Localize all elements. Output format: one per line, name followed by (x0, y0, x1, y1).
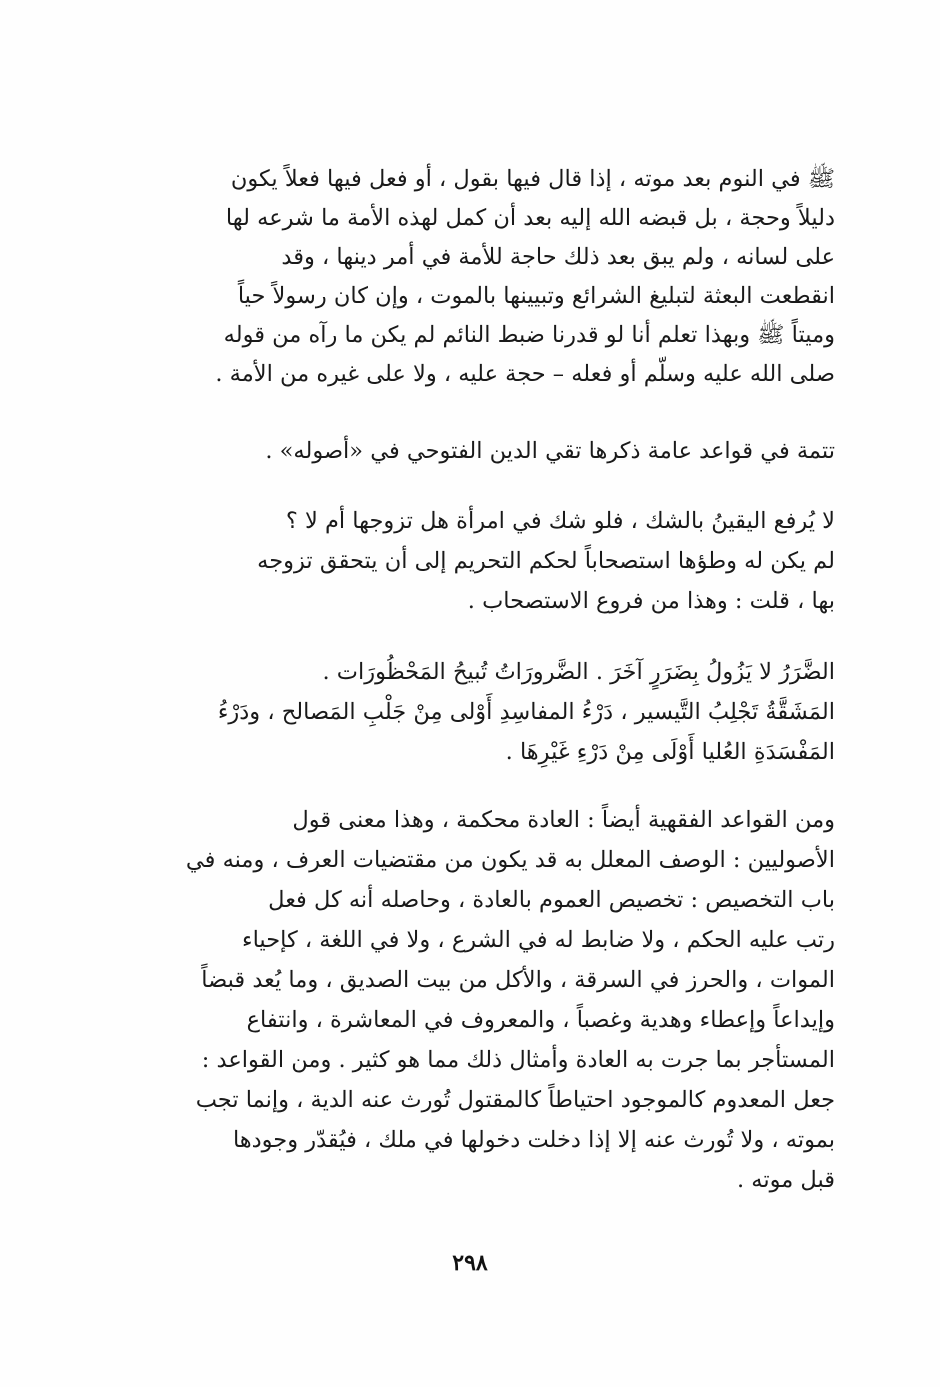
text-line: وإيداعاً وإعطاء وهدية وغصباً ، والمعروف في المعاشرة ، وانتفاع (246, 1007, 835, 1033)
page-number: ٢٩٨ (452, 1250, 488, 1276)
text-line: المستأجر بما جرت به العادة وأمثال ذلك مما هو كثير . ومن القواعد : (201, 1047, 835, 1073)
text-line: لم يكن له وطؤها استصحاباً لحكم التحريم إلى أن يتحقق تزوجه (257, 548, 835, 574)
text-line: دليلاً وحجة ، بل قبضه الله إليه بعد أن كمل لهذه الأمة ما شرعه لها (225, 205, 835, 231)
paragraph-custom-maxims (125, 800, 835, 1200)
text-line: المَشَقَّةُ تَجْلِبُ التَّيسير ، دَرْءُ المفاسِدِ أَوْلى مِنْ جَلْبِ المَصالح ، ودَرْءُ (217, 699, 835, 725)
text-line: تتمة في قواعد عامة ذكرها تقي الدين الفتوحي في «أصوله» . (265, 438, 835, 464)
text-line: جعل المعدوم كالموجود احتياطاً كالمقتول تُورث عنه الدية ، وإنما تجب (195, 1087, 835, 1113)
paragraph-prophet-dream (125, 160, 835, 394)
text-line: الموات ، والحرز في السرقة ، والأكل من بيت الصديق ، وما يُعد قبضاً (201, 967, 835, 993)
text-line: الأصوليين : الوصف المعلل به قد يكون من مقتضيات العرف ، ومنه في (185, 847, 835, 873)
text-line: انقطعت البعثة لتبليغ الشرائع وتبيينها بالموت ، وإن كان رسولاً حياً (237, 283, 835, 309)
text-line: الضَّرَرُ لا يَزُولُ بِضَرَرٍ آخَرَ . الضَّرورَاتُ تُبيحُ المَحْظُورَات . (322, 659, 835, 685)
text-line: قبل موته . (736, 1167, 835, 1193)
paragraph-harm-maxims (125, 652, 835, 772)
paragraph-certainty-doubt (125, 501, 835, 621)
text-line: وميتاً ﷺ وبهذا تعلم أنا لو قدرنا ضبط النائم لم يكن ما رآه من قوله (223, 322, 835, 348)
text-line: المَفْسَدَةِ العُليا أَوْلَى مِنْ دَرْءِ غَيْرِهَا . (505, 739, 835, 765)
text-line: بها ، قلت : وهذا من فروع الاستصحاب . (467, 588, 835, 614)
text-line: صلى الله عليه وسلّم أو فعله – حجة عليه ، ولا على غيره من الأمة . (215, 361, 835, 387)
text-line: بموته ، ولا تُورث عنه إلا إذا دخلت دخولها في ملك ، فيُقدّر وجودها (232, 1127, 835, 1153)
text-line: على لسانه ، ولم يبق بعد ذلك حاجة للأمة في أمر دينها ، وقد (281, 244, 835, 270)
paragraph-supplement-heading (125, 432, 835, 471)
text-line: رتب عليه الحكم ، ولا ضابط له في الشرع ، ولا في اللغة ، كإحياء (242, 927, 835, 953)
text-line: ﷺ في النوم بعد موته ، إذا قال فيها بقول ، أو فعل فيها فعلاً يكون (230, 166, 835, 192)
text-line: باب التخصيص : تخصيص العموم بالعادة ، وحاصله أنه كل فعل (268, 887, 835, 913)
text-line: ومن القواعد الفقهية أيضاً : العادة محكمة ، وهذا معنى قول (292, 807, 835, 833)
text-line: لا يُرفع اليقينُ بالشك ، فلو شك في امرأة هل تزوجها أم لا ؟ (285, 508, 835, 534)
